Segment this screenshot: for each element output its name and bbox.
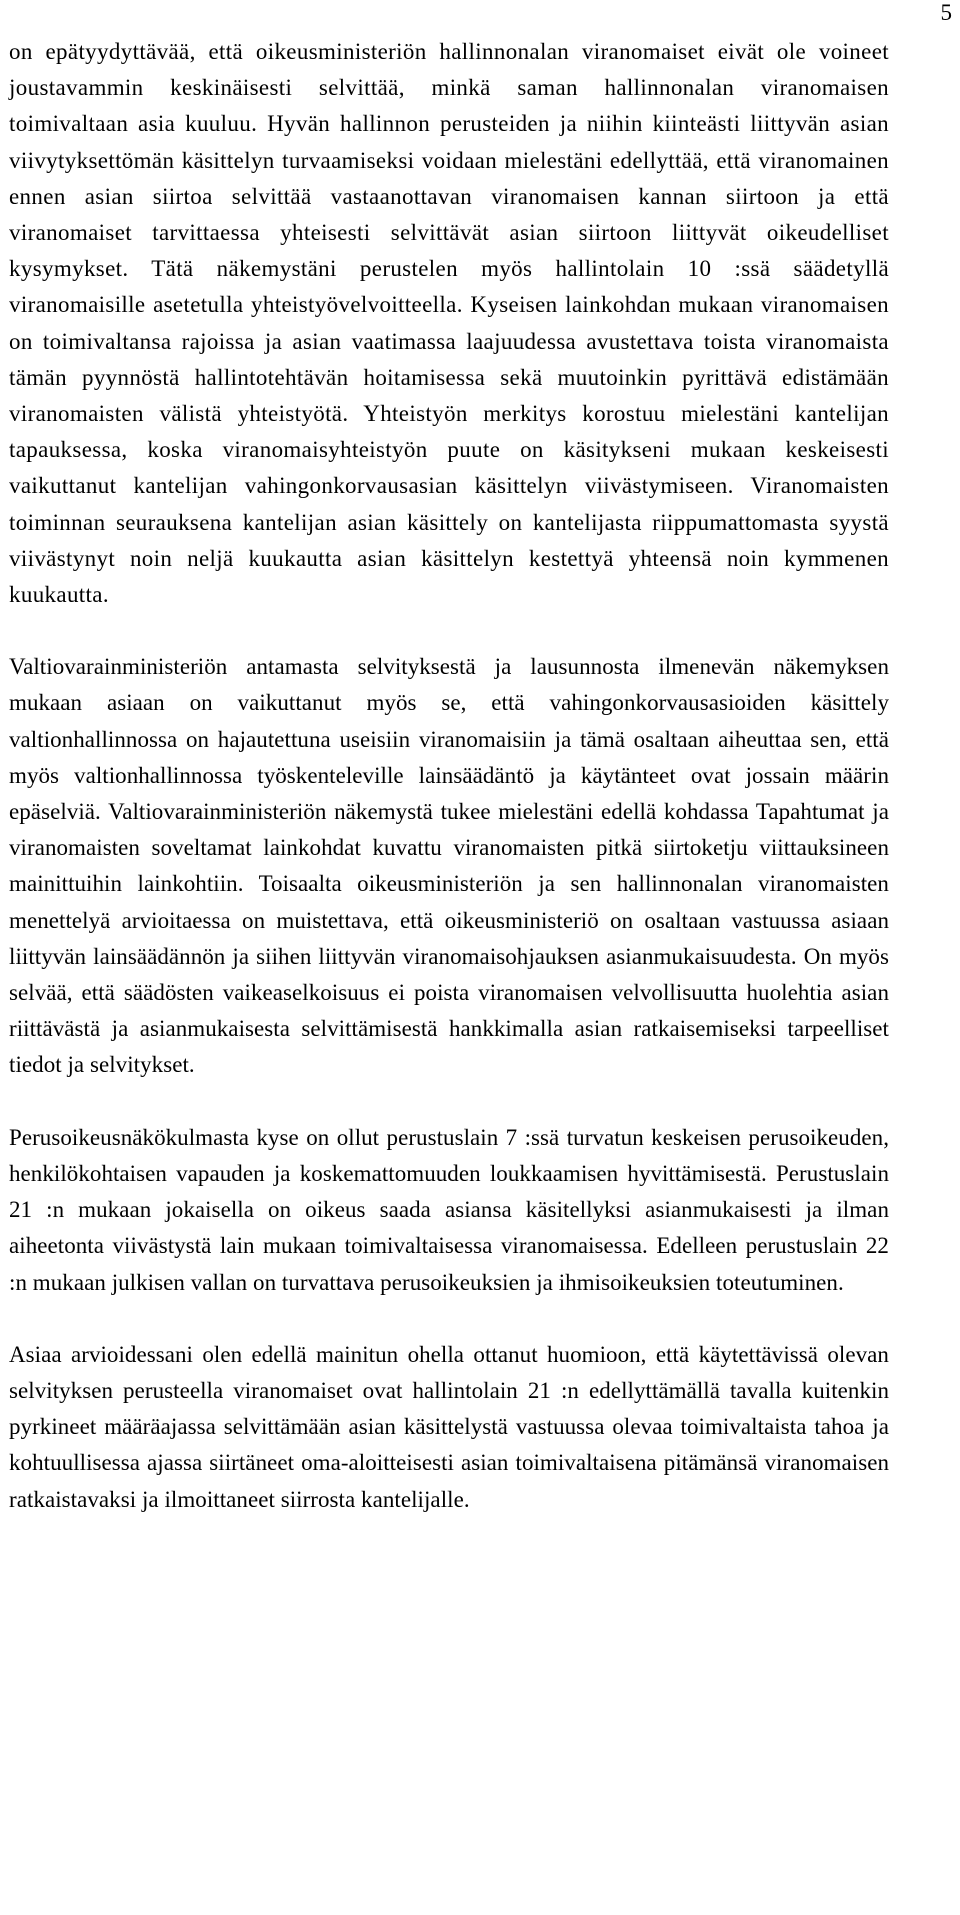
page-number: 5 [940, 0, 952, 25]
paragraph-3: Perusoikeusnäkökulmasta kyse on ollut perustuslain 7 :ssä turvatun keskeisen perusoikeuden, henkilökohtaisen vapauden ja koskemattomuuden loukkaamisen hyvittämisestä. Perustuslain 21 :n mukaan jokaisella on oikeus saada asiansa käsitellyksi asianmukaisesti ja ilman aiheetonta viivästystä lain mukaan toimivaltaisessa viranomaisessa. Edelleen perustuslain 22 :n mukaan julkisen vallan on turvattava perusoikeuksien ja ihmisoikeuksien toteutuminen. [9, 1124, 889, 1295]
paragraph-1: on epätyydyttävää, että oikeusministeriön hallinnonalan viranomaiset eivät ole voineet joustavammin keskinäisesti selvittää, minkä saman hallinnonalan viranomaisen toimivaltaan asia kuuluu. Hyvän hallinnon perusteiden ja niihin kiinteästi liittyvän asian viivytyksettömän käsittelyn turvaamiseksi voidaan mielestäni edellyttää, että viranomainen ennen asian siirtoa selvittää vastaanottavan viranomaisen kannan siirtoon ja että viranomaiset tarvittaessa yhteisesti selvittävät asian siirtoon liittyvät oikeudelliset kysymykset. Tätä näkemystäni perustelen myös hallintolain 10 :ssä säädetyllä viranomaisille asetetulla yhteistyövelvoitteella. Kyseisen lainkohdan mukaan viranomaisen on toimivaltansa rajoissa ja asian vaatimassa laajuudessa avustettava toista viranomaista tämän pyynnöstä hallintotehtävän hoitamisessa sekä muutoinkin pyrittävä edistämään viranomaisten välistä yhteistyötä. Yhteistyön merkitys korostuu mielestäni kantelijan tapauksessa, koska viranomaisyhteistyön puute on käsitykseni mukaan keskeisesti vaikuttanut kantelijan vahingonkorvausasian käsittelyn viivästymiseen. Viranomaisten toiminnan seurauksena kantelijan asian käsittely on kantelijasta riippumattomasta syystä viivästynyt noin neljä kuukautta asian käsittelyn kestettyä yhteensä noin kymmenen kuukautta. [9, 39, 889, 608]
paragraph-4: Asiaa arvioidessani olen edellä mainitun ohella ottanut huomioon, että käytettävissä olevan selvityksen perusteella viranomaiset ovat hallintolain 21 :n edellyttämällä tavalla kuitenkin pyrkineet määräajassa selvittämään asian käsittelystä vastuussa olevaa toimivaltaista tahoa ja kohtuullisessa ajassa siirtäneet oma-aloitteisesti asian toimivaltaisena pitämänsä viranomaisen ratkaistavaksi ja ilmoittaneet siirrosta kantelijalle. [9, 1341, 889, 1512]
document-body [9, 34, 889, 1518]
paragraph-2: Valtiovarainministeriön antamasta selvityksestä ja lausunnosta ilmenevän näkemyksen mukaan asiaan on vaikuttanut myös se, että vahingonkorvausasioiden käsittely valtionhallinnossa on hajautettuna useisiin viranomaisiin ja tämä osaltaan aiheuttaa sen, että myös valtionhallinnossa työskenteleville lainsäädäntö ja käytänteet ovat jossain määrin epäselviä. Valtiovarainministeriön näkemystä tukee mielestäni edellä kohdassa Tapahtumat ja viranomaisten soveltamat lainkohdat kuvattu viranomaisten pitkä siirtoketju viittauksineen mainittuihin lainkohtiin. Toisaalta oikeusministeriön ja sen hallinnonalan viranomaisten menettelyä arvioitaessa on muistettava, että oikeusministeriö on osaltaan vastuussa asiaan liittyvän lainsäädännön ja siihen liittyvän viranomaisohjauksen asianmukaisuudesta. On myös selvää, että säädösten vaikeaselkoisuus ei poista viranomaisen velvollisuutta huolehtia asian riittävästä ja asianmukaisesta selvittämisestä hankkimalla asian ratkaisemiseksi tarpeelliset tiedot ja selvitykset. [9, 654, 889, 1078]
